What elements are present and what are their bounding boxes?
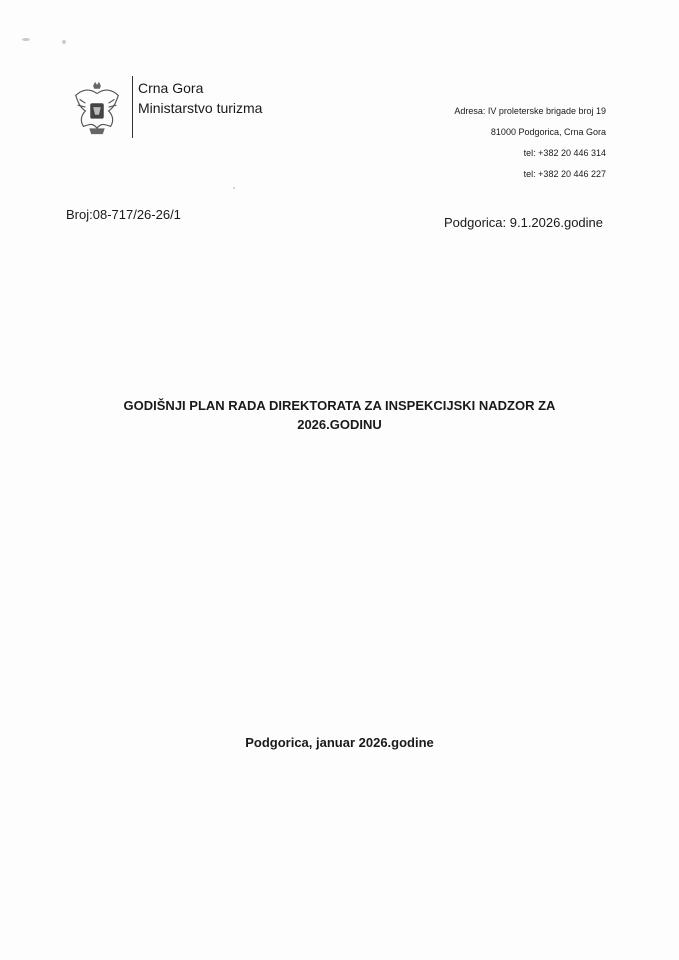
title-line: 2026.GODINU: [297, 417, 382, 432]
montenegro-coat-of-arms-icon: [68, 80, 126, 138]
document-date: Podgorica: 9.1.2026.godine: [443, 215, 603, 230]
scan-speck: [233, 187, 235, 189]
title-line: GODIŠNJI PLAN RADA DIREKTORATA ZA INSPEKCIJSKI NADZOR ZA: [123, 398, 556, 413]
reference-number: Broj:08-717/26-26/1: [66, 207, 181, 222]
postal-line: 81000 Podgorica, Crna Gora: [490, 127, 606, 137]
address-block: [454, 101, 606, 185]
organization-block: [138, 78, 262, 118]
scan-speck: [62, 40, 66, 44]
document-title: [60, 396, 619, 434]
phone-line: tel: +382 20 446 314: [523, 148, 606, 158]
footer-place-date: Podgorica, januar 2026.godine: [245, 735, 434, 750]
header-divider: [132, 76, 133, 138]
address-line: Adresa: IV proleterske brigade broj 19: [454, 106, 606, 116]
country-name: Crna Gora: [138, 80, 204, 96]
scan-speck: [22, 38, 30, 41]
ministry-name: Ministarstvo turizma: [138, 100, 263, 116]
phone-line: tel: +382 20 446 227: [523, 169, 606, 179]
